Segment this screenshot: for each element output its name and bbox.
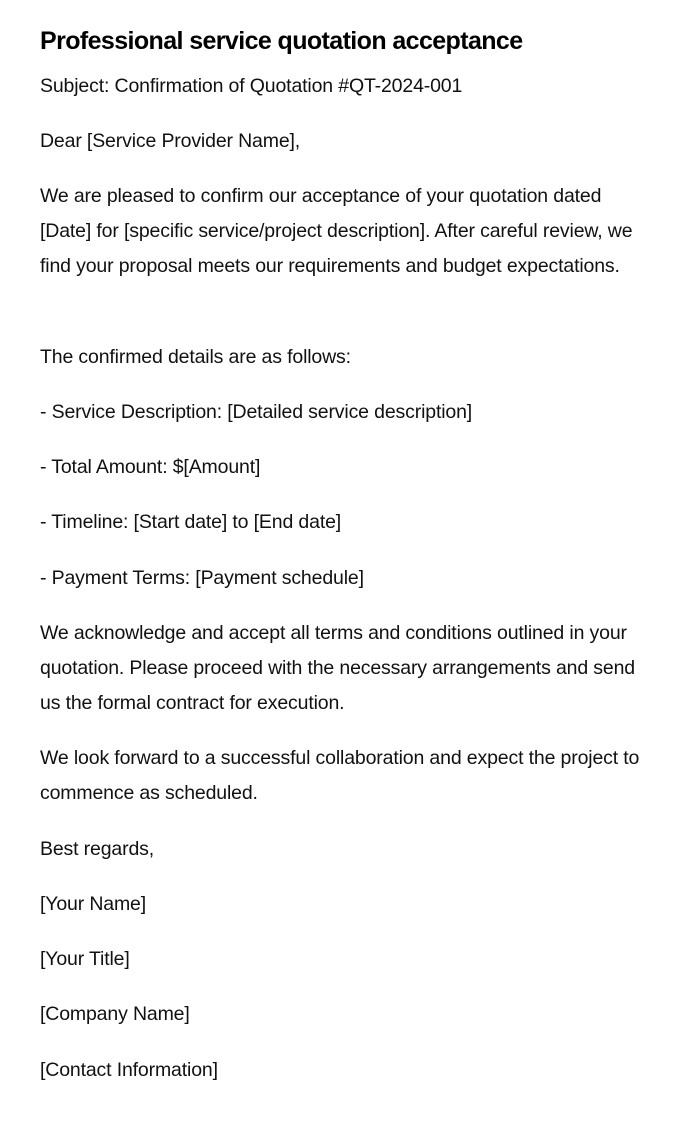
signature-title: [Your Title] [40, 948, 130, 970]
intro-paragraph: We are pleased to confirm our acceptance of your quotation dated [Date] for [specific service/project description]. After careful review, we find your proposal meets our requirements and budget expectations. [40, 185, 633, 278]
signoff: Best regards, [40, 838, 155, 860]
acknowledgement-paragraph: We acknowledge and accept all terms and conditions outlined in your quotation. Please proceed with the necessary arrangements and send us the formal contract for execution. [40, 622, 635, 715]
document-title: Professional service quotation acceptance [40, 27, 523, 55]
subject-line: Subject: Confirmation of Quotation #QT-2024-001 [40, 75, 463, 97]
details-heading: The confirmed details are as follows: [40, 346, 351, 368]
salutation: Dear [Service Provider Name], [40, 130, 301, 152]
detail-item-total-amount: - Total Amount: $[Amount] [40, 456, 261, 478]
detail-item-payment-terms: - Payment Terms: [Payment schedule] [40, 567, 364, 589]
signature-name: [Your Name] [40, 893, 147, 915]
detail-item-service-description: - Service Description: [Detailed service description] [40, 401, 473, 423]
closing-paragraph: We look forward to a successful collaboration and expect the project to commence as scheduled. [40, 747, 640, 805]
signature-contact: [Contact Information] [40, 1059, 218, 1081]
signature-company: [Company Name] [40, 1003, 190, 1025]
detail-item-timeline: - Timeline: [Start date] to [End date] [40, 511, 342, 533]
